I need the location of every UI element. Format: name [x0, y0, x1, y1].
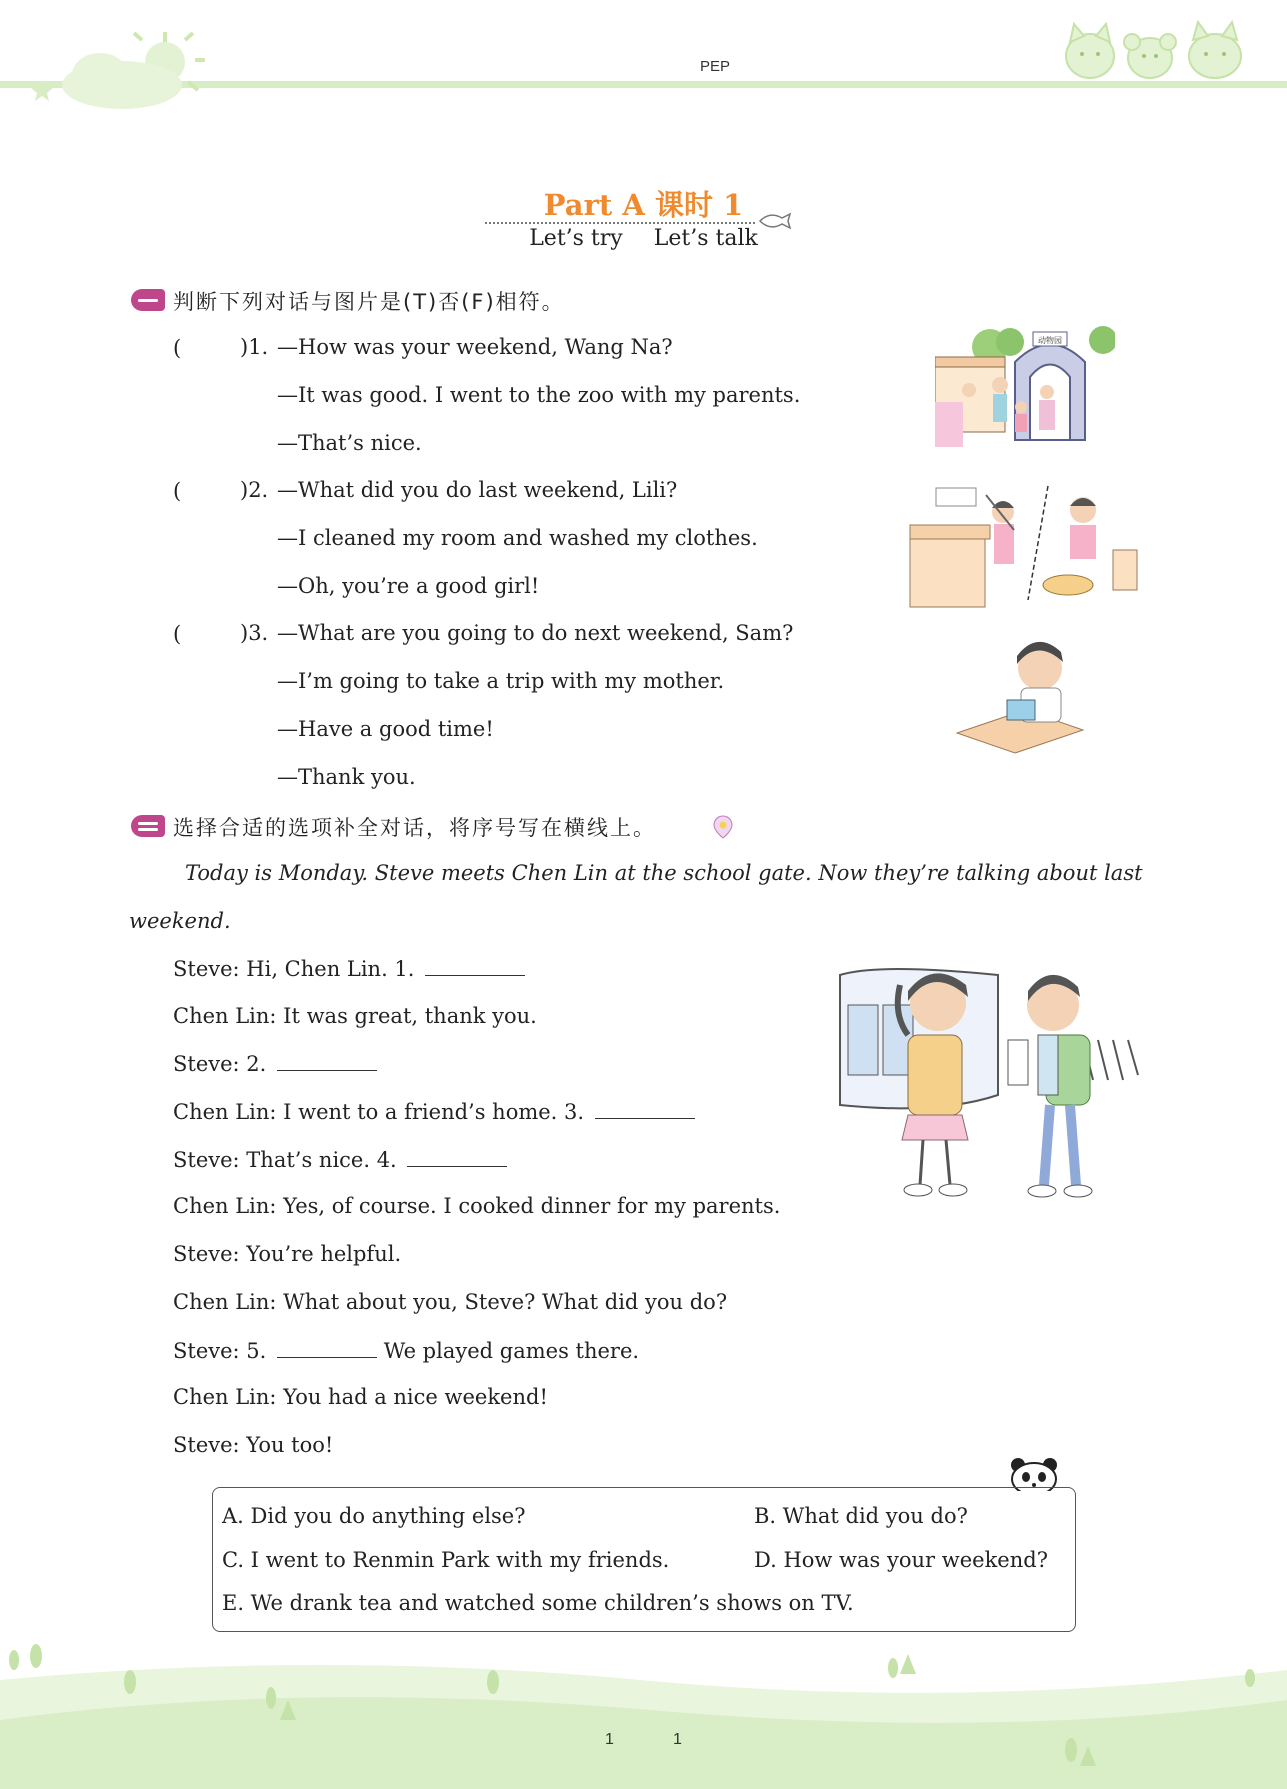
- answer-blank-2[interactable]: [277, 1052, 377, 1071]
- dialogue-line: —I’m going to take a trip with my mother.: [277, 669, 725, 693]
- dialogue-line: —That’s nice.: [277, 431, 422, 455]
- title-divider: [485, 222, 755, 224]
- answer-paren-3[interactable]: (: [173, 622, 182, 646]
- dialogue-line: Steve: 5. We played games there.: [173, 1339, 640, 1363]
- dialogue-line: Chen Lin: What about you, Steve? What did you do?: [173, 1290, 728, 1314]
- dialogue-line: Chen Lin: You had a nice weekend!: [173, 1385, 548, 1409]
- intro-text-line2: weekend.: [129, 909, 231, 933]
- panda-icon: [1008, 1457, 1060, 1491]
- dialogue-line: Steve: You too!: [173, 1433, 334, 1457]
- zoo-illustration: [935, 322, 1115, 450]
- option-d: D. How was your weekend?: [754, 1548, 1048, 1572]
- page-title: Part A 课时 1: [543, 188, 744, 222]
- section-one-title: 判断下列对话与图片是(T)否(F)相符。: [173, 290, 565, 314]
- hills-footer: [0, 1640, 1287, 1789]
- answer-paren-2[interactable]: (: [173, 479, 182, 503]
- dialogue-line: —Oh, you’re a good girl!: [277, 574, 540, 598]
- option-b: B. What did you do?: [754, 1504, 968, 1528]
- dialogue-line: —How was your weekend, Wang Na?: [277, 335, 673, 359]
- dialogue-line: Steve: That’s nice. 4.: [173, 1148, 507, 1172]
- lets-try-label: Let’s try: [529, 226, 623, 251]
- intro-text-line1: Today is Monday. Steve meets Chen Lin at the school gate. Now they’re talking about last: [185, 861, 1143, 885]
- item-number-2: )2.: [240, 478, 269, 502]
- header-label: PEP: [700, 58, 731, 75]
- cleaning-illustration: [908, 480, 1148, 610]
- section-two-badge: [131, 815, 165, 837]
- dialogue-line: Chen Lin: It was great, thank you.: [173, 1004, 537, 1028]
- item-number-1: )1.: [240, 335, 269, 359]
- answer-blank-1[interactable]: [425, 957, 525, 976]
- answer-paren-1[interactable]: (: [173, 336, 182, 360]
- page-number-left: 1: [605, 1731, 614, 1748]
- option-c: C. I went to Renmin Park with my friends.: [222, 1548, 670, 1572]
- sun-cloud-icon: [30, 30, 205, 110]
- answer-blank-5[interactable]: [277, 1339, 377, 1358]
- boy-reading-illustration: [955, 638, 1085, 754]
- item-number-3: )3.: [240, 621, 269, 645]
- school-gate-illustration: [838, 965, 1143, 1200]
- answer-blank-4[interactable]: [407, 1148, 507, 1167]
- dialogue-line: Chen Lin: I went to a friend’s home. 3.: [173, 1100, 695, 1124]
- dialogue-line: Steve: 2.: [173, 1052, 377, 1076]
- location-pin-icon: [713, 815, 733, 839]
- section-two-title: 选择合适的选项补全对话，将序号写在横线上。: [173, 816, 656, 840]
- dialogue-line: Steve: You’re helpful.: [173, 1242, 402, 1266]
- dialogue-line: —What did you do last weekend, Lili?: [277, 478, 678, 502]
- dialogue-line: Chen Lin: Yes, of course. I cooked dinner for my parents.: [173, 1194, 781, 1218]
- dialogue-line: Steve: Hi, Chen Lin. 1.: [173, 957, 525, 981]
- option-e: E. We drank tea and watched some children’s shows on TV.: [222, 1591, 854, 1615]
- section-one-badge: [131, 289, 165, 311]
- dialogue-line: —What are you going to do next weekend, Sam?: [277, 621, 794, 645]
- option-a: A. Did you do anything else?: [222, 1504, 526, 1528]
- dialogue-line: —It was good. I went to the zoo with my parents.: [277, 383, 801, 407]
- dialogue-line: —Have a good time!: [277, 717, 494, 741]
- lesson-subtitle: [0, 226, 1287, 251]
- answer-blank-3[interactable]: [595, 1100, 695, 1119]
- lets-talk-label: Let’s talk: [653, 226, 758, 251]
- dialogue-line: —I cleaned my room and washed my clothes.: [277, 526, 758, 550]
- zoo-sign-text: 动物园: [1038, 336, 1062, 345]
- animals-icon: [1060, 20, 1260, 82]
- dialogue-line: —Thank you.: [277, 765, 416, 789]
- page-number-right: 1: [673, 1731, 682, 1748]
